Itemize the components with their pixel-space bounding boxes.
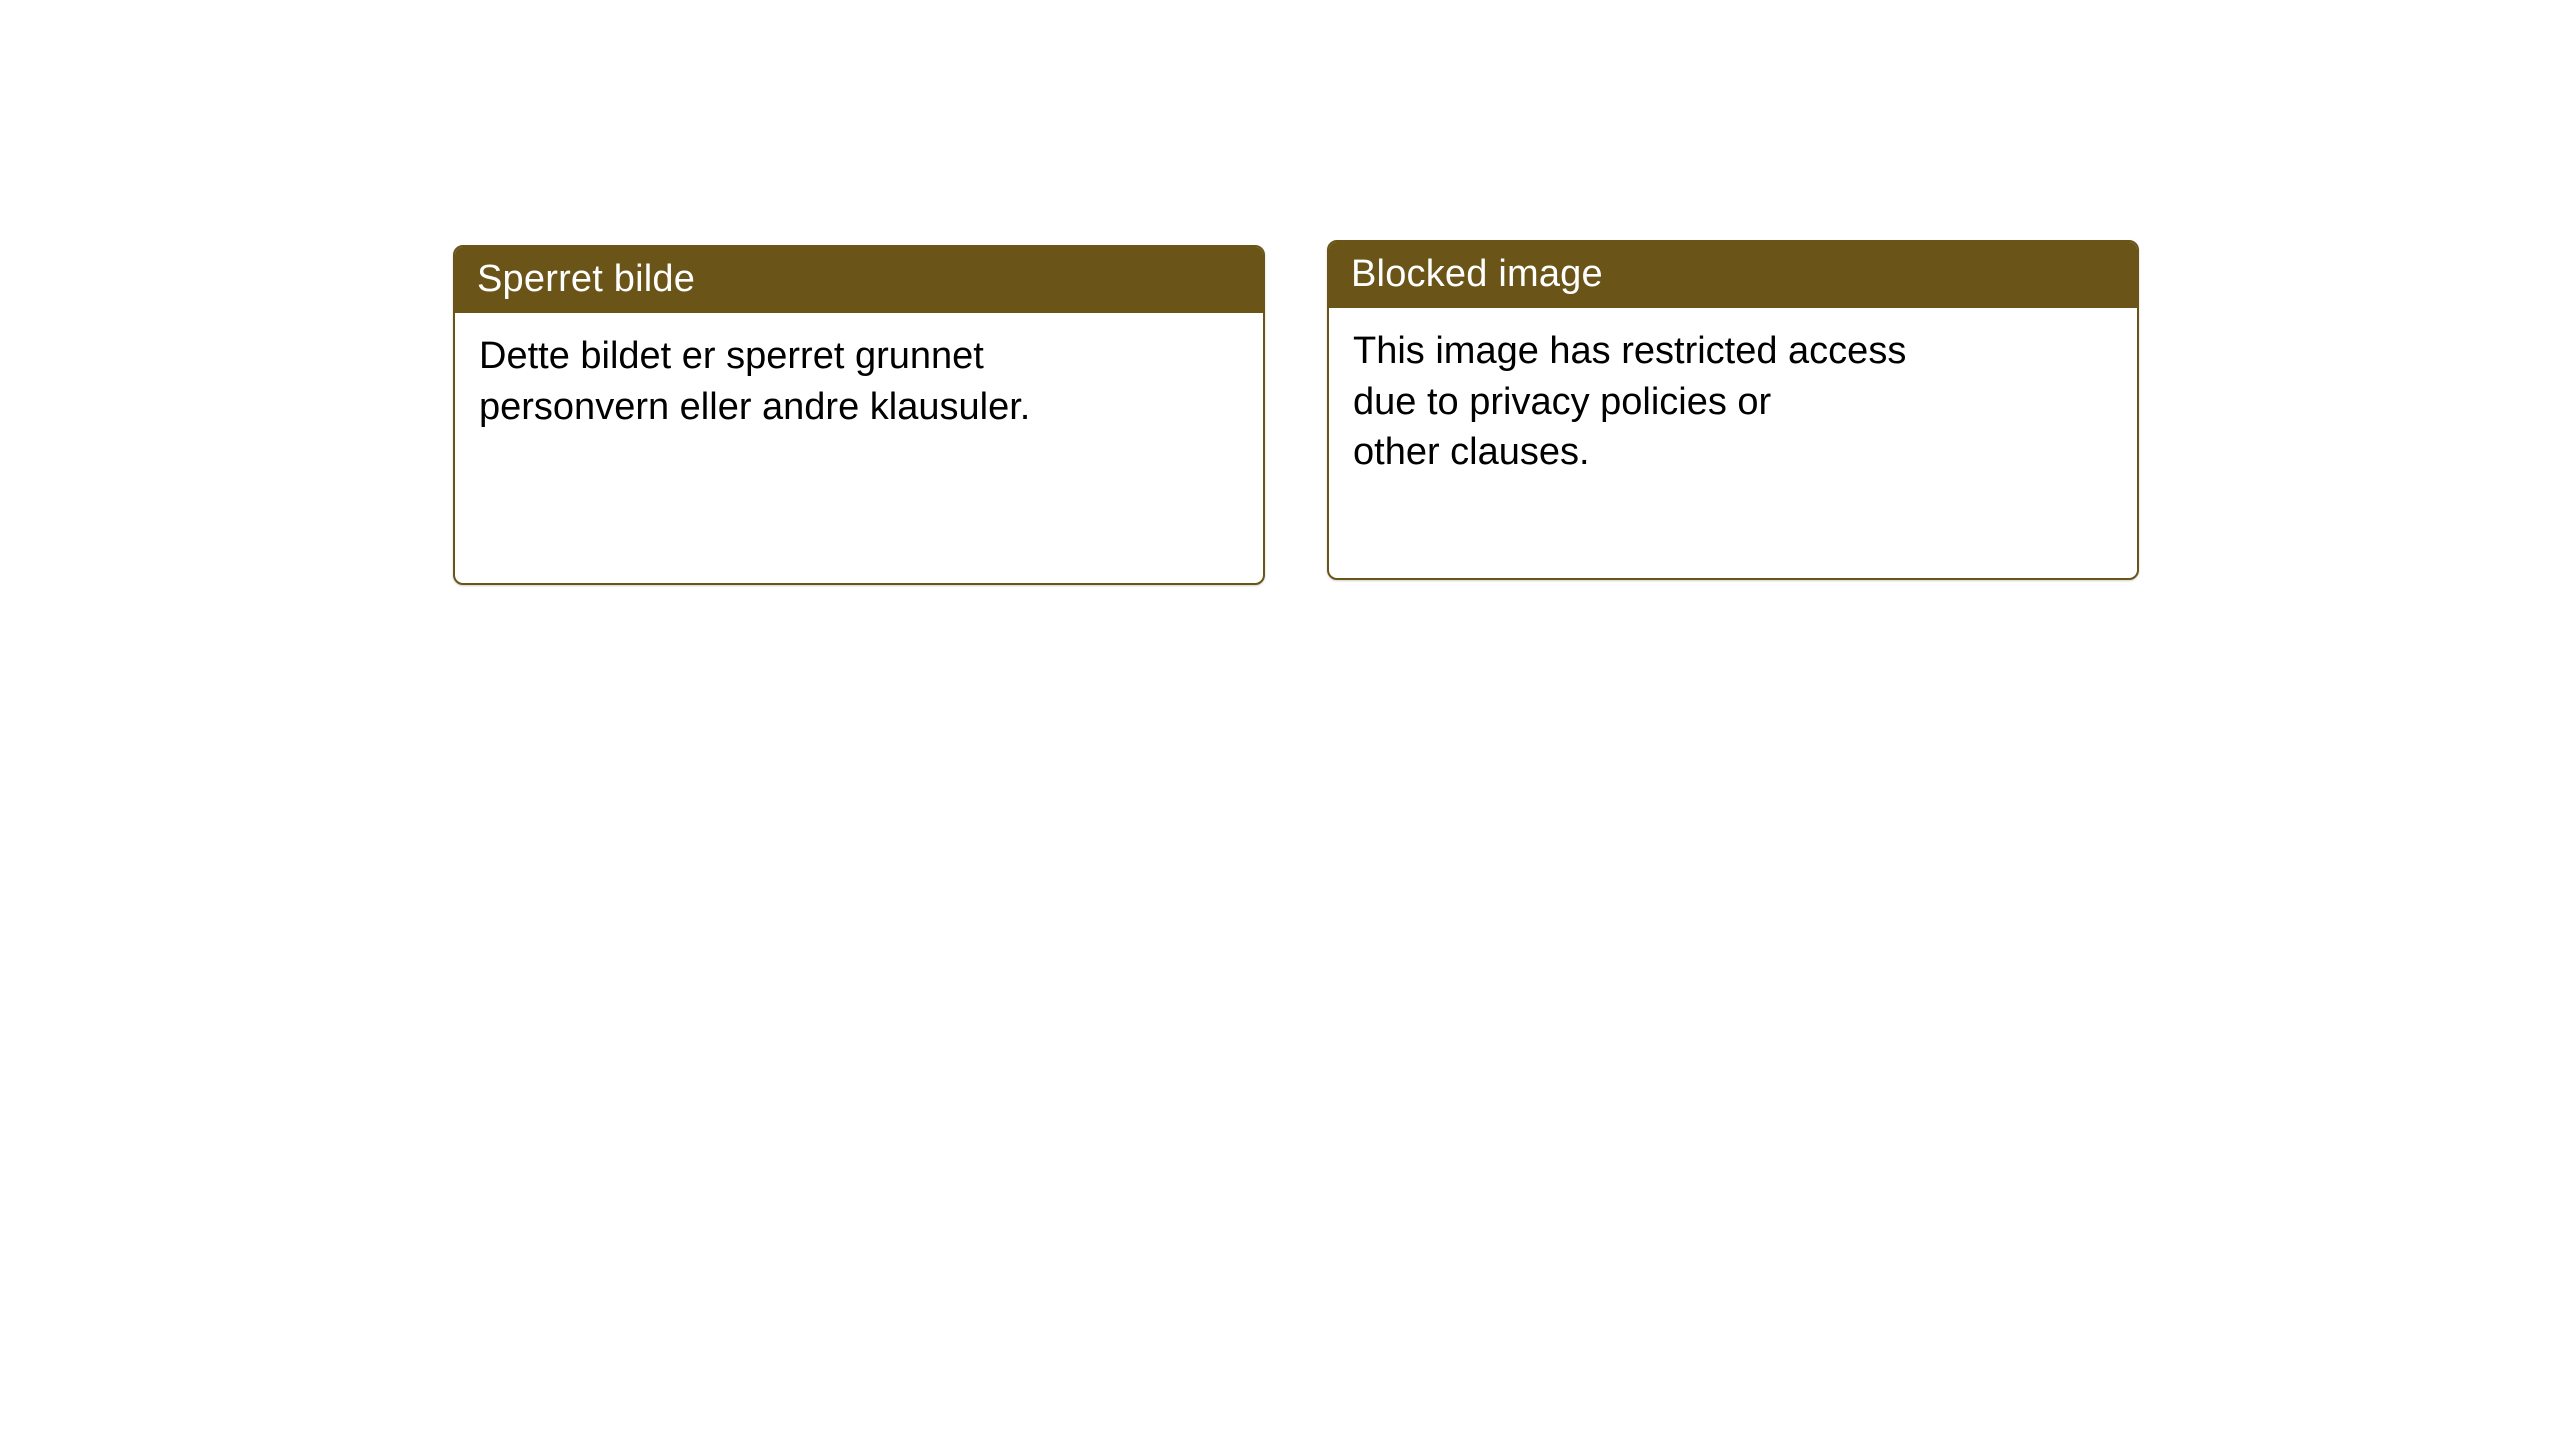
blocked-image-notice-card-no [453, 245, 1265, 585]
card-title-no: Sperret bilde [455, 247, 1263, 313]
card-body-en [1329, 308, 2137, 498]
card-body-line: Dette bildet er sperret grunnet [479, 335, 984, 377]
blocked-image-notice-card-en [1327, 240, 2139, 580]
card-body-no [455, 313, 1263, 452]
card-body-line: due to privacy policies or [1353, 380, 1772, 423]
card-body-line: other clauses. [1353, 431, 1590, 474]
card-title-en: Blocked image [1329, 242, 2137, 308]
card-body-line: This image has restricted access [1353, 330, 1907, 372]
card-body-line: personvern eller andre klausuler. [479, 385, 1031, 428]
